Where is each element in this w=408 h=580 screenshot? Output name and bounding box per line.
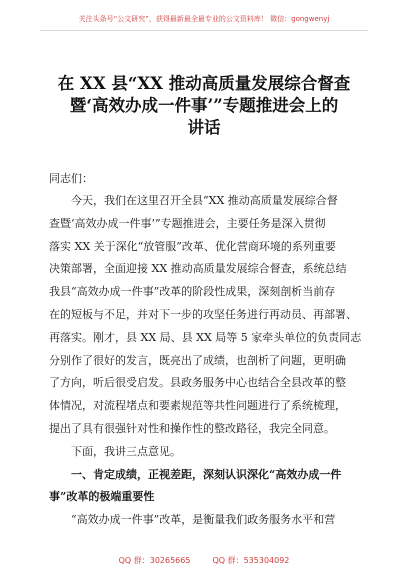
salutation: 同志们： <box>49 172 93 185</box>
footer-qq-1: QQ 群：30265665 <box>118 556 191 565</box>
paragraph-opening <box>49 190 361 532</box>
footer-qq-2: QQ 群：535304092 <box>212 556 290 565</box>
paragraph-line: “高效办成一件事”改革，是衡量我们政务服务水平和营 <box>71 513 336 527</box>
header-promo-banner: 关注头条号“公文研究”，获得最新最全最专业的公文资料库！ 微信：gongwenyj <box>78 15 330 23</box>
paragraph-line: 在的短板与不足，并对下一步的攻坚任务进行再动员、再部署、 <box>49 307 357 321</box>
title-line-1: 在 XX 县“XX 推动高质量发展综合督查 <box>57 74 351 93</box>
paragraph-line: 查暨‘高效办成一件事’”专题推进会，主要任务是深入贯彻 <box>49 216 326 230</box>
paragraph-line: 提出了具有很强针对性和操作性的整改路径，我完全同意。 <box>49 421 335 435</box>
paragraph-line: 决策部署，全面迎接 XX 推动高质量发展综合督查，系统总结 <box>49 262 347 276</box>
paragraph-line: 我县“高效办成一件事”改革的阶段性成果，深刻剖析当前存 <box>49 285 336 299</box>
footer-qq-groups <box>0 555 408 566</box>
paragraph-line: 落实 XX 关于深化“放管服”改革、优化营商环境的系列重要 <box>49 239 336 253</box>
header-divider <box>40 30 368 31</box>
paragraph-line: 今天，我们在这里召开全县“XX 推动高质量发展综合督 <box>71 194 338 207</box>
paragraph-line: 分别作了很好的发言，既亮出了成绩，也剖析了问题，更明确 <box>49 353 346 367</box>
title-line-2: 暨‘高效办成一件事’”专题推进会上的 <box>69 96 339 115</box>
paragraph-line: 了方向，听后很受启发。县政务服务中心也结合全县改革的整 <box>49 376 346 390</box>
paragraph-line: 再落实。刚才，县 XX 局、县 XX 局等 5 家牵头单位的负责同志 <box>49 330 362 344</box>
title-line-3: 讲话 <box>187 118 221 137</box>
document-title <box>36 73 372 139</box>
section-heading-line-2: 事”改革的极端重要性 <box>49 490 155 504</box>
section-heading-line-1: 一、肯定成绩，正视差距，深刻认识深化“高效办成一件 <box>71 467 342 481</box>
paragraph-line: 体情况，对流程堵点和要素规范等共性问题进行了系统梳理， <box>49 399 346 413</box>
paragraph-three-points: 下面，我讲三点意见。 <box>71 444 181 458</box>
